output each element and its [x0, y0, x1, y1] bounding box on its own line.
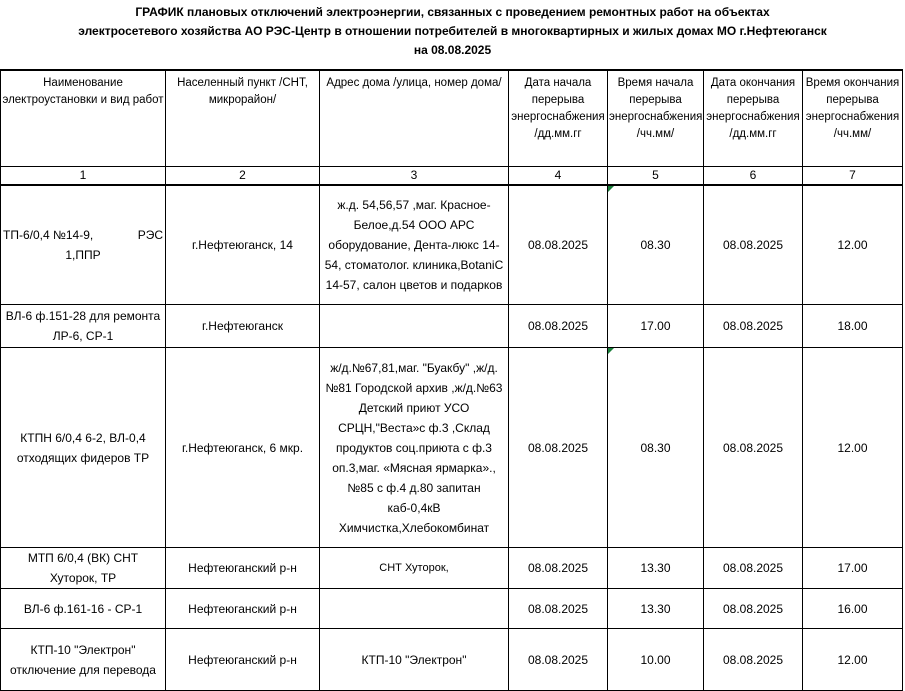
time-start-cell: 08.30	[608, 348, 704, 548]
document-title	[0, 0, 905, 66]
header-locality: Населенный пункт /СНТ, микрорайон/	[166, 70, 320, 166]
date-end-cell: 08.08.2025	[704, 548, 803, 589]
installation-cell: КТП-10 "Электрон" отключение для перевода	[1, 629, 166, 691]
address-cell	[320, 305, 509, 348]
installation-cell: ВЛ-6 ф.151-28 для ремонта ЛР-6, СР-1	[1, 305, 166, 348]
address-cell: ж/д.№67,81,маг. "Буакбу" ,ж/д.№81 Городской архив ,ж/д.№63 Детский приют УСО СРЦН,"Веста»с ф.3 ,Склад продуктов соц.приюта с ф.3 оп.3,маг. «Мясная ярмарка».,№85 с ф.4 д.80 запитан каб-0,4кВ Химчистка,Хлебокомбинат	[320, 348, 509, 548]
date-start-cell: 08.08.2025	[509, 305, 608, 348]
header-installation: Наименование электроустановки и вид работ	[1, 70, 166, 166]
date-start-cell: 08.08.2025	[509, 629, 608, 691]
time-start-cell: 10.00	[608, 629, 704, 691]
column-number-row	[1, 166, 903, 185]
installation-cell	[1, 185, 166, 305]
time-end-cell: 12.00	[803, 348, 903, 548]
address-cell: СНТ Хуторок,	[320, 548, 509, 589]
time-start-cell: 17.00	[608, 305, 704, 348]
time-start-cell: 08.30	[608, 185, 704, 305]
header-date-end: Дата окончания перерыва энергоснабжения /дд.мм.гг	[704, 70, 803, 166]
address-cell: ж.д. 54,56,57 ,маг. Красное-Белое,д.54 ООО АРС оборудование, Дента-люкс 14-54, стоматолог. клиника,BotaniC 14-57, салон цветов и подарков	[320, 185, 509, 305]
time-end-cell: 18.00	[803, 305, 903, 348]
date-start-cell: 08.08.2025	[509, 185, 608, 305]
date-end-cell: 08.08.2025	[704, 589, 803, 629]
time-end-cell: 12.00	[803, 629, 903, 691]
column-number: 4	[509, 166, 608, 185]
date-end-cell: 08.08.2025	[704, 185, 803, 305]
date-end-cell: 08.08.2025	[704, 629, 803, 691]
table-row	[1, 185, 903, 305]
time-end-cell: 17.00	[803, 548, 903, 589]
installation-cell: МТП 6/0,4 (ВК) СНТ Хуторок, ТР	[1, 548, 166, 589]
time-start-cell: 13.30	[608, 548, 704, 589]
table-row	[1, 548, 903, 589]
date-start-cell: 08.08.2025	[509, 548, 608, 589]
time-end-cell: 12.00	[803, 185, 903, 305]
column-number: 5	[608, 166, 704, 185]
header-address: Адрес дома /улица, номер дома/	[320, 70, 509, 166]
header-time-start: Время начала перерыва энергоснабжения /чч.мм/	[608, 70, 704, 166]
column-number: 3	[320, 166, 509, 185]
title-date: на 08.08.2025	[413, 43, 492, 57]
table-row	[1, 589, 903, 629]
time-end-cell: 16.00	[803, 589, 903, 629]
title-line-2: электросетевого хозяйства АО РЭС-Центр в отношении потребителей в многоквартирных и жилых домах МО г.Нефтеюганск	[78, 24, 827, 38]
installation-line	[3, 225, 163, 245]
date-end-cell: 08.08.2025	[704, 348, 803, 548]
column-number: 1	[1, 166, 166, 185]
locality-cell: Нефтеюганский р-н	[166, 548, 320, 589]
column-number: 6	[704, 166, 803, 185]
locality-cell: Нефтеюганский р-н	[166, 629, 320, 691]
title-line-1: ГРАФИК плановых отключений электроэнергии, связанных с проведением ремонтных работ на объектах	[135, 5, 770, 19]
date-end-cell: 08.08.2025	[704, 305, 803, 348]
time-start-cell: 13.30	[608, 589, 704, 629]
table-row	[1, 348, 903, 548]
locality-cell: г.Нефтеюганск	[166, 305, 320, 348]
date-start-cell: 08.08.2025	[509, 589, 608, 629]
address-cell	[320, 589, 509, 629]
table-row	[1, 305, 903, 348]
locality-cell: г.Нефтеюганск, 6 мкр.	[166, 348, 320, 548]
date-start-cell: 08.08.2025	[509, 348, 608, 548]
outage-schedule-table	[0, 69, 903, 691]
locality-cell: г.Нефтеюганск, 14	[166, 185, 320, 305]
installation-cell: ВЛ-6 ф.161-16 - СР-1	[1, 589, 166, 629]
installation-part: РЭС	[137, 227, 163, 242]
table-row	[1, 629, 903, 691]
installation-part: 1,ППР	[65, 247, 101, 262]
column-number: 7	[803, 166, 903, 185]
column-number: 2	[166, 166, 320, 185]
header-time-end: Время окончания перерыва энергоснабжения /чч.мм/	[803, 70, 903, 166]
locality-cell: Нефтеюганский р-н	[166, 589, 320, 629]
address-cell: КТП-10 "Электрон"	[320, 629, 509, 691]
header-row	[1, 70, 903, 166]
installation-part: ТП-6/0,4 №14-9,	[3, 227, 94, 242]
installation-cell: КТПН 6/0,4 6-2, ВЛ-0,4 отходящих фидеров ТР	[1, 348, 166, 548]
header-date-start: Дата начала перерыва энергоснабжения /дд.мм.гг	[509, 70, 608, 166]
